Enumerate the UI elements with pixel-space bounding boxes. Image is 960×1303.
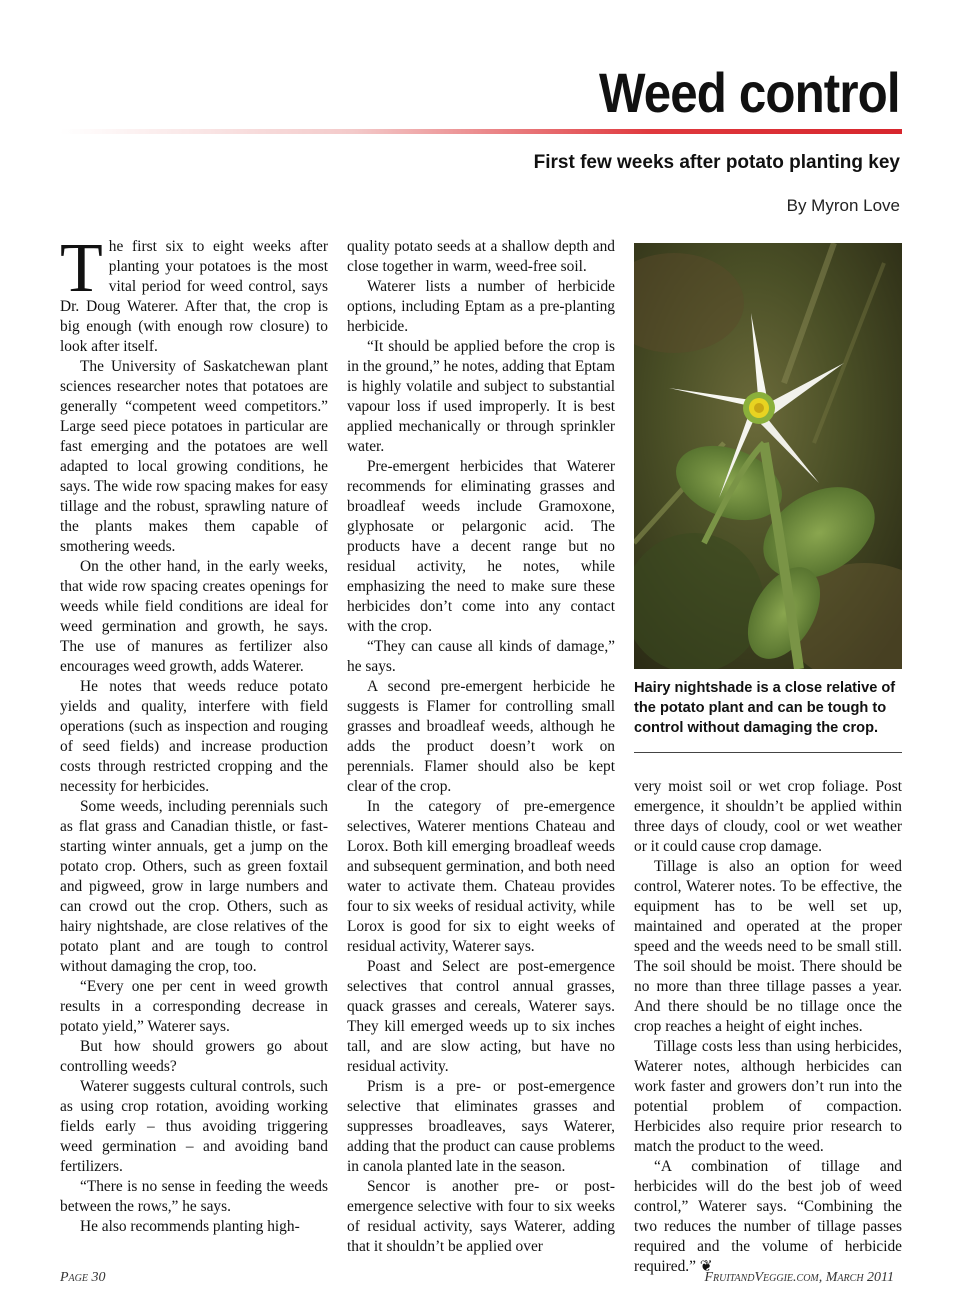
paragraph: Prism is a pre- or post-emergence selective that eliminates grasses and suppresses broadleaves, says Waterer, adding that the product can cause problems in canola planted late in the season.	[347, 1078, 615, 1175]
paragraph: In the category of pre-emergence selectives, Waterer mentions Chateau and Lorox. Both kill emerging broadleaf weeds and subsequent germination, and both need water to activate them. Chateau provides four to six weeks of residual activity, while Lorox is good for six to eight weeks of residual activity, Waterer says.	[347, 798, 615, 955]
subtitle: First few weeks after potato planting key	[533, 152, 900, 173]
article-column-1	[60, 230, 328, 1237]
paragraph: Waterer lists a number of herbicide options, including Eptam as a pre-planting herbicide.	[347, 278, 615, 335]
paragraph: “It should be applied before the crop is in the ground,” he notes, adding that Eptam is highly volatile and subject to substantial vapour loss if used improperly. It is best applied mechanically or through sprinkler water.	[347, 338, 615, 455]
paragraph-text: he first six to eight weeks after planting your potatoes is the most vital period for weed control, says Dr. Doug Waterer. After that, the crop is big enough (with enough row closure) to look after itself.	[60, 238, 328, 355]
paragraph: Waterer suggests cultural controls, such as using crop rotation, avoiding working fields early – thus avoiding triggering weed germination – and avoiding band fertilizers.	[60, 1078, 328, 1175]
title-rule	[60, 129, 902, 134]
publication-footer: FruitandVeggie.com, March 2011	[704, 1270, 894, 1285]
paragraph: Tillage is also an option for weed control, Waterer notes. To be effective, the equipment has to be well set up, maintained and operated at the proper speed and the weeds need to be small still. The soil should be moist. There should be no more than three tillage passes a year. And there should be no tillage once the crop reaches a height of eight inches.	[634, 858, 902, 1035]
page-title: Weed control	[599, 61, 900, 124]
article-column-3	[634, 777, 902, 1277]
byline: By Myron Love	[786, 196, 900, 215]
article-column-2	[347, 237, 615, 1257]
nightshade-photo	[634, 243, 902, 669]
paragraph: He notes that weeds reduce potato yields and quality, interfere with field operations (such as inspection and rouging of seed fields) and increase production costs through restricted cropping and the necessity for herbicides.	[60, 678, 328, 795]
paragraph: “A combination of tillage and herbicides will do the best job of weed control,” Waterer says. “Combining the two reduces the number of tillage passes required and the volume of herbicide required.” ❦	[634, 1158, 902, 1275]
paragraph: “They can cause all kinds of damage,” he says.	[347, 638, 615, 675]
paragraph: A second pre-emergent herbicide he suggests is Flamer for controlling small grasses and broadleaf weeds, although he adds the product doesn’t work on perennials. Flamer should also be kept clear of the crop.	[347, 678, 615, 795]
paragraph: Poast and Select are post-emergence selectives that control annual grasses, quack grasses and cereals, Waterer says. They kill emerged weeds up to six inches tall, and are slow acting, but have no residual activity.	[347, 958, 615, 1075]
paragraph: Some weeds, including perennials such as flat grass and Canadian thistle, or fast-starting winter annuals, get a jump on the potato crop. Others, such as green foxtail and pigweed, grow in large numbers and can crowd out the crop. Others, such as hairy nightshade, are close relatives of the potato plant and are tough to control without damaging the crop, too.	[60, 798, 328, 975]
paragraph: The University of Saskatchewan plant sciences researcher notes that potatoes are generally “competent weed competitors.” Large seed piece potatoes in particular are fast emerging and the potatoes are well adapted to local growing conditions, he says. The wide row spacing makes for easy tillage and the robust, sprawling nature of the plants makes them capable of smothering weeds.	[60, 358, 328, 555]
paragraph: “Every one per cent in weed growth results in a corresponding decrease in potato yield,” Waterer says.	[60, 978, 328, 1035]
paragraph: Tillage costs less than using herbicides, Waterer notes, although herbicides can work faster and growers don’t run into the potential problem of compaction. Herbicides also require prior research to match the product to the weed.	[634, 1038, 902, 1155]
paragraph: But how should growers go about controlling weeds?	[60, 1038, 328, 1075]
paragraph: On the other hand, in the early weeks, that wide row spacing creates openings for weeds while field conditions are ideal for weed germination and growth, he says. The use of manures as fertilizer also encourages weed growth, adds Waterer.	[60, 558, 328, 675]
paragraph: “There is no sense in feeding the weeds between the rows,” he says.	[60, 1178, 328, 1215]
paragraph	[60, 230, 328, 357]
caption-divider	[634, 752, 902, 753]
photo-caption: Hairy nightshade is a close relative of the potato plant and can be tough to control without damaging the crop.	[634, 680, 896, 736]
paragraph: very moist soil or wet crop foliage. Post emergence, it shouldn’t be applied within three days of cloudy, cool or wet weather or it could cause crop damage.	[634, 778, 902, 855]
paragraph: quality potato seeds at a shallow depth and close together in warm, weed-free soil.	[347, 238, 615, 275]
drop-cap: T	[60, 230, 103, 307]
paragraph: Sencor is another pre- or post-emergence selective with four to six weeks of residual activity, says Waterer, adding that it shouldn’t be applied over	[347, 1178, 615, 1255]
paragraph: Pre-emergent herbicides that Waterer recommends for eliminating grasses and broadleaf weeds include Gramoxone, glyphosate or pelargonic acid. The products have a decent range but no residual activity, he notes, while emphasizing the need to make sure these herbicides don’t come into any contact with the crop.	[347, 458, 615, 635]
paragraph: He also recommends planting high-	[80, 1218, 300, 1235]
page-number: Page 30	[60, 1270, 106, 1285]
